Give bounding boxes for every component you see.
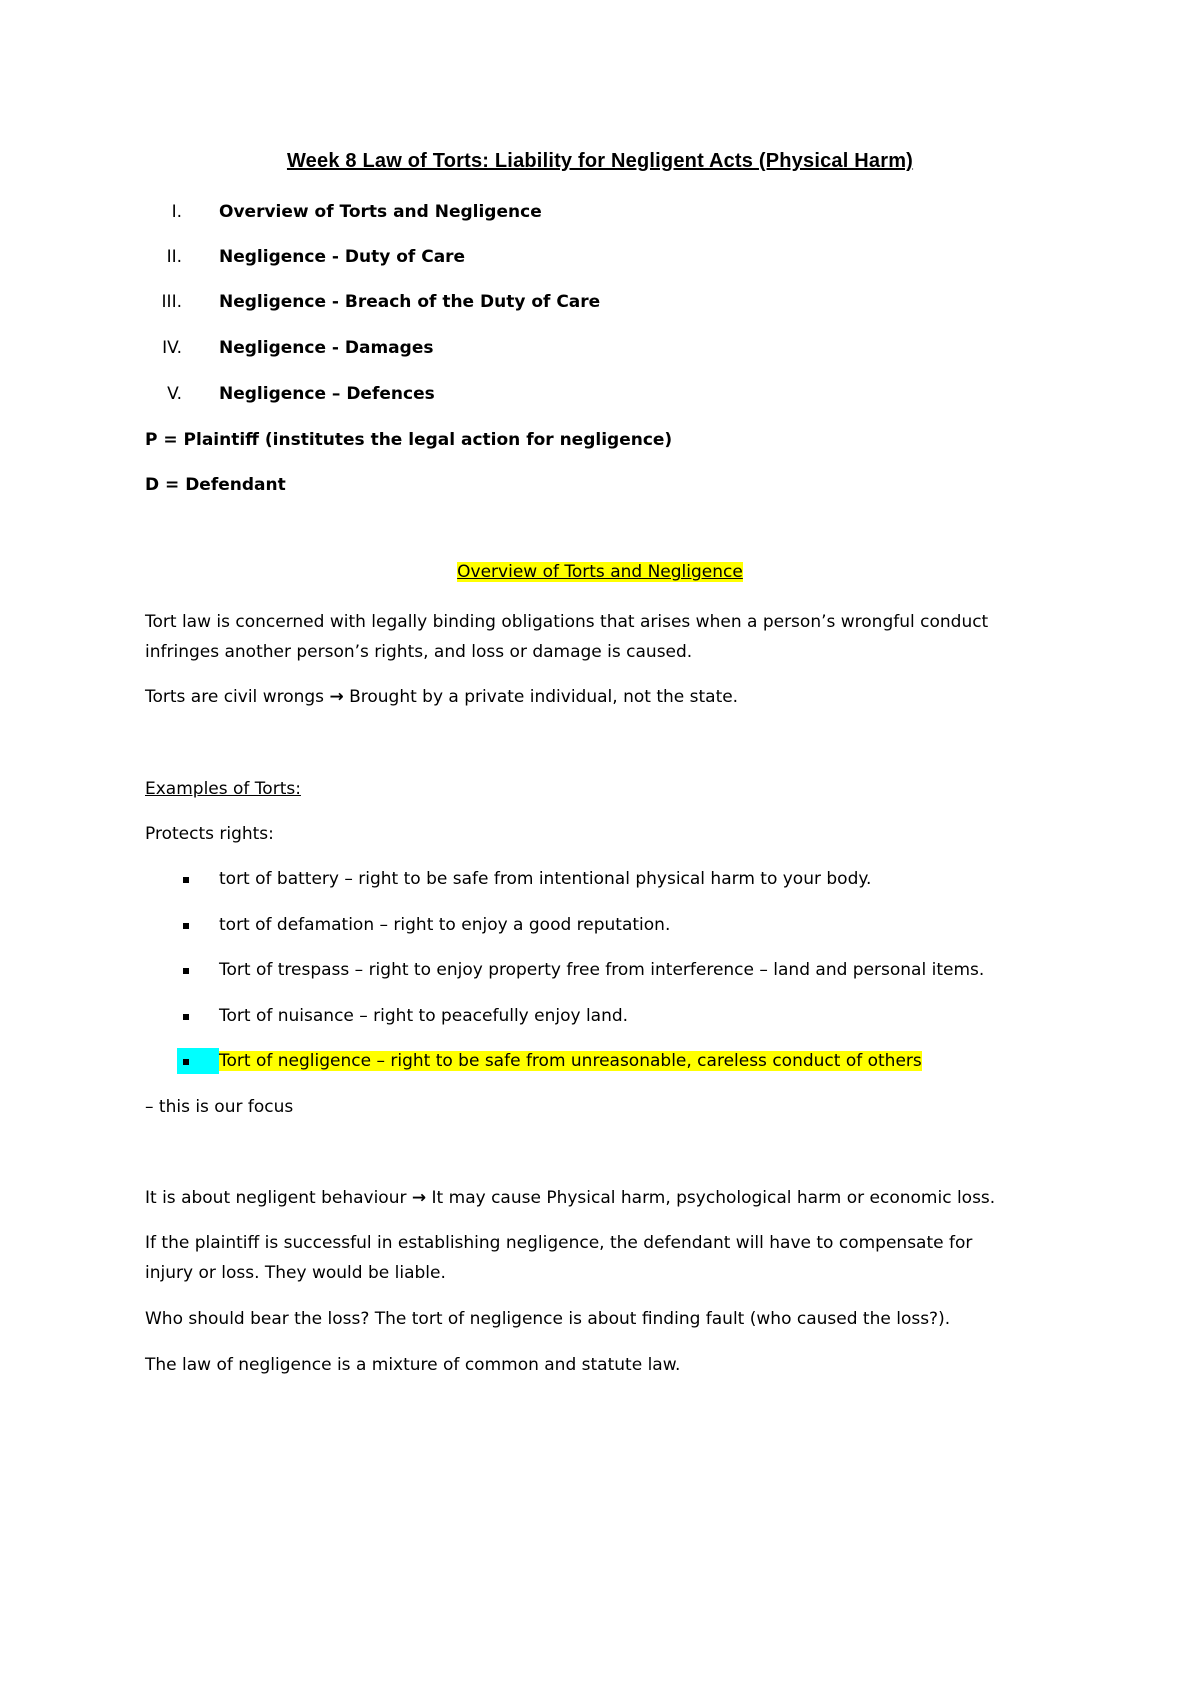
outline-item: [0, 292, 1200, 318]
outline-text: Negligence - Duty of Care: [219, 247, 466, 267]
who-bears-line: Who should bear the loss? The tort of negligence is about finding fault (who caused the loss?).: [145, 1309, 951, 1329]
outline-item: [0, 338, 1200, 364]
document-title: Week 8 Law of Torts: Liability for Negligent Acts (Physical Harm): [286, 150, 914, 172]
list-item-text: tort of defamation – right to enjoy a good reputation.: [219, 915, 671, 935]
civil-wrongs-text: Brought by a private individual, not the state.: [343, 687, 739, 707]
behaviour-text: It may cause Physical harm, psychological harm or economic loss.: [426, 1188, 996, 1208]
section-heading-text: Overview of Torts and Negligence: [457, 562, 743, 582]
protects-label: Protects rights:: [145, 824, 274, 844]
outline-number: I.: [171, 202, 182, 222]
plaintiff-definition: P = Plaintiff (institutes the legal action for negligence): [145, 430, 673, 450]
square-bullet-icon: [183, 968, 189, 974]
outline-text: Negligence - Damages: [219, 338, 434, 358]
outline-number: IV.: [162, 338, 182, 358]
mixture-line: The law of negligence is a mixture of common and statute law.: [145, 1355, 681, 1375]
outline-number: III.: [161, 292, 182, 312]
examples-heading: Examples of Torts:: [145, 779, 301, 799]
square-bullet-icon: [183, 1014, 189, 1020]
outline-item: [0, 202, 1200, 228]
outline-text: Negligence – Defences: [219, 384, 435, 404]
outline-text: Overview of Torts and Negligence: [219, 202, 542, 222]
square-bullet-icon: [183, 923, 189, 929]
outline-number: II.: [166, 247, 182, 267]
arrow-right-icon: →: [411, 1188, 427, 1208]
section-heading: [0, 562, 1200, 582]
paragraph-line: If the plaintiff is successful in establishing negligence, the defendant will have to compensate for: [145, 1233, 973, 1253]
behaviour-text: It is about negligent behaviour: [145, 1188, 412, 1208]
list-item-text: Tort of negligence – right to be safe from unreasonable, careless conduct of others: [219, 1051, 922, 1071]
outline-text: Negligence - Breach of the Duty of Care: [219, 292, 601, 312]
list-item: [0, 960, 1200, 990]
square-bullet-icon: [183, 877, 189, 883]
outline-item: [0, 247, 1200, 273]
list-item-text: tort of battery – right to be safe from intentional physical harm to your body.: [219, 869, 872, 889]
civil-wrongs-line: [145, 687, 738, 707]
list-item: [0, 915, 1200, 945]
focus-note: – this is our focus: [145, 1097, 294, 1117]
defendant-definition: D = Defendant: [145, 475, 286, 495]
square-bullet-icon: [183, 1059, 189, 1065]
plaintiff-success-paragraph: [145, 1228, 1065, 1288]
list-item: [0, 1006, 1200, 1036]
arrow-right-icon: →: [329, 687, 344, 707]
list-item-text: Tort of trespass – right to enjoy property free from interference – land and personal items.: [219, 960, 985, 980]
list-item-text: Tort of nuisance – right to peacefully enjoy land.: [219, 1006, 629, 1026]
intro-line: infringes another person’s rights, and loss or damage is caused.: [145, 642, 693, 662]
outline-item: [0, 384, 1200, 410]
list-item: [0, 869, 1200, 899]
paragraph-line: injury or loss. They would be liable.: [145, 1263, 446, 1283]
civil-wrongs-text: Torts are civil wrongs: [145, 687, 330, 707]
outline-number: V.: [167, 384, 182, 404]
behaviour-line: [145, 1188, 995, 1208]
intro-paragraph: [145, 607, 1065, 667]
intro-line: Tort law is concerned with legally binding obligations that arises when a person’s wrongful conduct: [145, 612, 989, 632]
list-item-highlighted: [0, 1051, 1200, 1081]
